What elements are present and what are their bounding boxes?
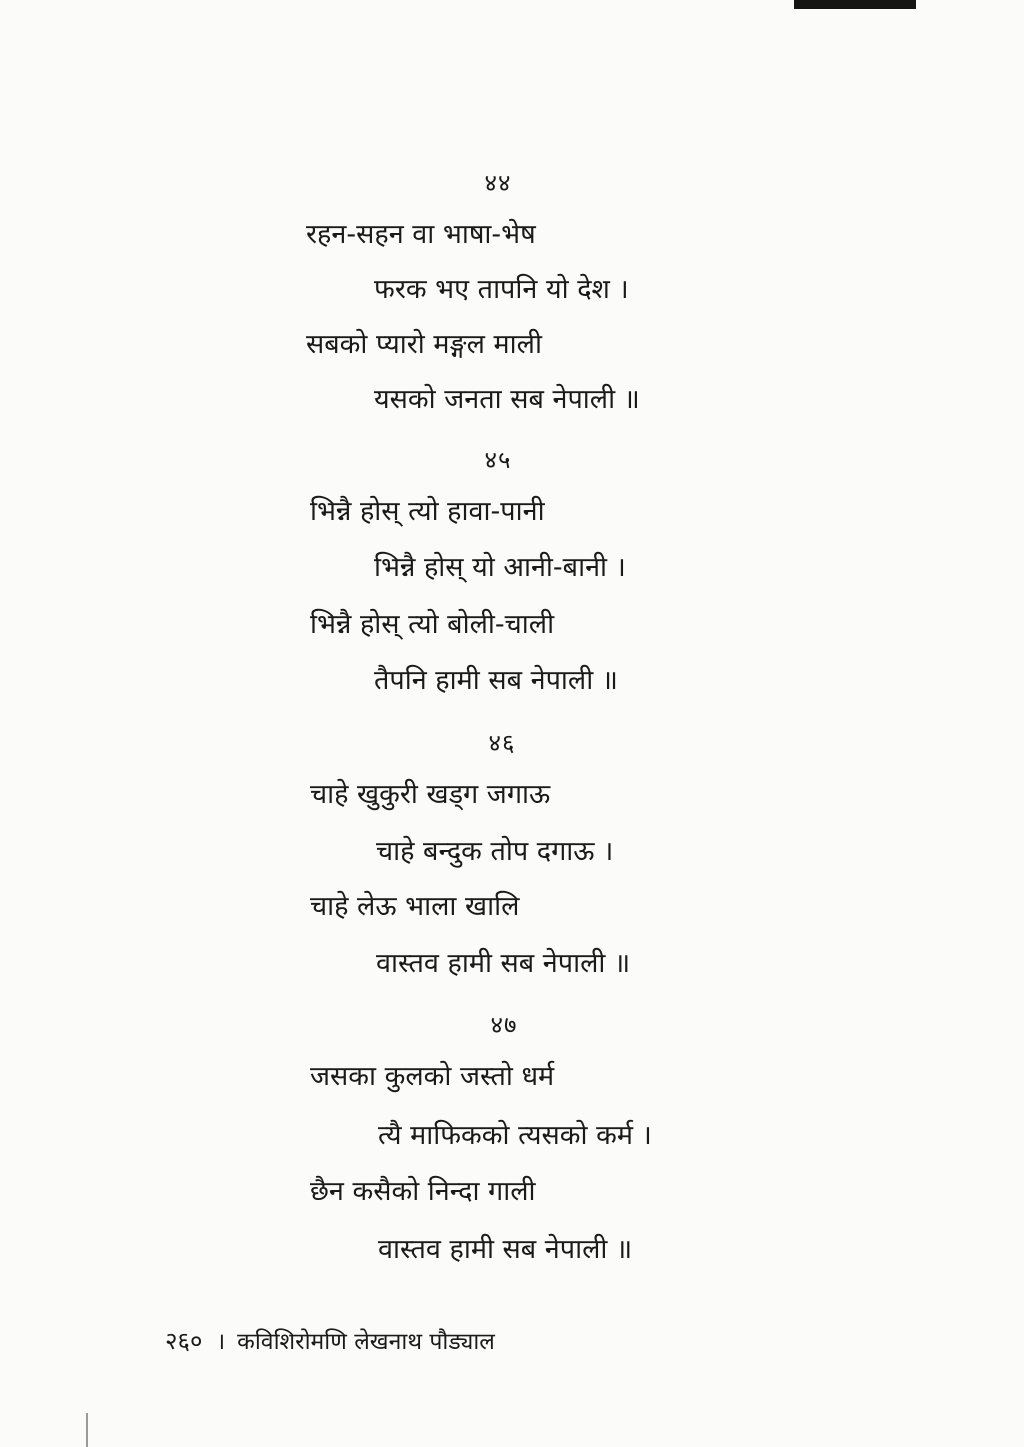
stanza-number: ४६ xyxy=(488,729,516,757)
verse-line: त्यै माफिकको त्यसको कर्म । xyxy=(378,1120,652,1151)
verse-line: सबको प्यारो मङ्गल माली xyxy=(306,329,542,360)
stanza-number: ४५ xyxy=(484,446,512,474)
scan-edge-line xyxy=(86,1413,88,1447)
verse-line: चाहे बन्दुक तोप दगाऊ । xyxy=(376,836,614,867)
verse-line: चाहे लेऊ भाला खालि xyxy=(310,891,520,922)
footer-separator: । xyxy=(216,1329,226,1355)
verse-line: भिन्नै होस् त्यो बोली-चाली xyxy=(310,609,555,640)
stanza-number: ४७ xyxy=(490,1011,518,1039)
verse-line: वास्तव हामी सब नेपाली ॥ xyxy=(378,1234,633,1265)
book-info: कविशिरोमणि लेखनाथ पौड्याल xyxy=(237,1329,495,1355)
scan-edge-mark xyxy=(794,0,916,9)
verse-line: जसका कुलको जस्तो धर्म xyxy=(310,1061,555,1092)
verse-line: भिन्नै होस् त्यो हावा-पानी xyxy=(310,496,545,527)
verse-line: वास्तव हामी सब नेपाली ॥ xyxy=(376,948,631,979)
stanza-number: ४४ xyxy=(484,169,512,197)
verse-line: चाहे खुकुरी खड्ग जगाऊ xyxy=(310,779,551,810)
verse-line: छैन कसैको निन्दा गाली xyxy=(310,1176,536,1207)
page-footer xyxy=(165,1324,495,1357)
verse-line: फरक भए तापनि यो देश । xyxy=(374,274,629,305)
verse-line: रहन-सहन वा भाषा-भेष xyxy=(306,219,536,250)
verse-line: भिन्नै होस् यो आनी-बानी । xyxy=(374,552,626,583)
page-number: २६० xyxy=(165,1327,203,1355)
verse-line: यसको जनता सब नेपाली ॥ xyxy=(374,384,640,415)
verse-line: तैपनि हामी सब नेपाली ॥ xyxy=(374,665,618,696)
